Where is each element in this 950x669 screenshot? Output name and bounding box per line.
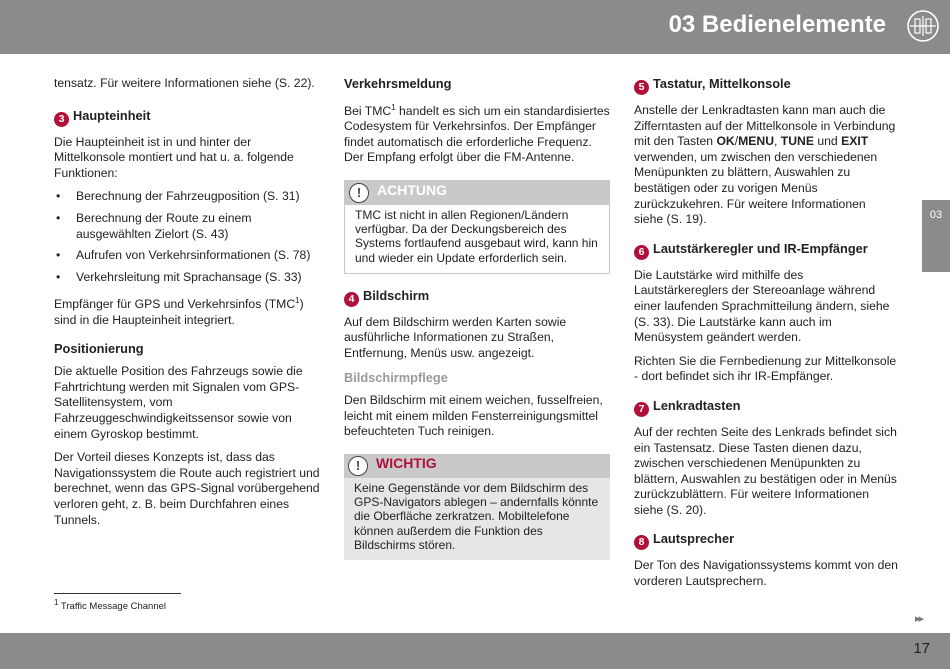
list-item: • Berechnung der Fahrzeugposition (S. 31) [54,189,320,205]
column-3 [634,76,898,598]
wichtig-header [344,454,610,478]
wichtig-text: Keine Gegenstände vor dem Bildschirm des GPS-Navigators ablegen – andernfalls könnte die Oberfläche zerkratzen. Mobiltelefone können außerdem die Funktion des Bildschirms stören. [354,481,599,552]
section-3-text: Die Haupteinheit ist in und hinter der Mittelkonsole montiert und hat u. a. folgende Funktionen: [54,134,294,180]
intro-text: tensatz. Für weitere Informationen siehe (S. 22). [54,76,315,90]
section-title: Bildschirm [363,287,430,303]
section-title: Lautsprecher [653,531,735,547]
chapter-controls-icon [906,9,940,43]
footnote-ref: 1 [391,102,396,112]
section-5-heading [634,76,898,95]
section-6-heading [634,241,898,260]
page-number: 17 [913,640,930,657]
section-title: Haupteinheit [73,107,151,123]
next-page-icon[interactable]: ▸▸ [915,613,923,625]
footnote: $^1$ Traffic Message Channel [54,598,167,613]
section-number-badge: 8 [634,535,649,550]
section-title: Lenkradtasten [653,397,741,413]
section-number-badge: 5 [634,80,649,95]
footer-bar [0,633,950,669]
wichtig-box [344,454,610,560]
section-number-badge: 4 [344,292,359,307]
section-8-text: Der Ton des Navigationssystems kommt von den vorderen Lautsprechern. [634,558,898,589]
key-menu: MENU [738,134,774,149]
wichtig-label: WICHTIG [376,455,437,471]
achtung-box [344,180,610,274]
list-item: • Berechnung der Route zu einem ausgewählten Zielort (S. 43) [54,211,320,242]
verkehrsmeldung-heading: Verkehrsmeldung [344,76,452,91]
section-number-badge: 3 [54,112,69,127]
footnote-divider [54,593,181,594]
function-list [54,189,320,285]
achtung-header [345,181,609,205]
header-bar [0,0,950,54]
list-item: • Aufrufen von Verkehrsinformationen (S. 78) [54,248,320,264]
bildschirmpflege-heading: Bildschirmpflege [344,369,448,385]
section-number-badge: 7 [634,402,649,417]
key-tune: TUNE [780,134,814,149]
column-2 [344,76,610,568]
section-7-text: Auf der rechten Seite des Lenkrads befindet sich ein Tastensatz. Diese Tasten dienen dazu, zwischen verschiedenen Menüpunkten zu blättern, Auswahlen zu bestätigen oder in Menüs zurückzublättern. Für weitere Informationen siehe (S. 20). [634,424,897,517]
bildschirmpflege-text: Den Bildschirm mit einem weichen, fusselfreien, leicht mit einem milden Fensterreinigungsmittel befeuchteten Tuch reinigen. [344,393,603,439]
section-7-heading [634,398,898,417]
positionierung-text-2: Der Vorteil dieses Konzepts ist, dass das Navigationssystem die Route auch registriert und berechnet, wenn das GPS-Signal vorübergehend verloren geht, z. B. beim Durchfahren eines Tunnels. [54,450,320,527]
verkehrsmeldung-text: Bei TMC$^1$ handelt es sich um ein standardisiertes Codesystem für Verkehrsinfos. Der Empfänger findet automatisch die erforderliche Frequenz. Der Empfang erfolgt über die FM-Antenne. [344,102,610,165]
positionierung-heading: Positionierung [54,340,144,356]
achtung-text: TMC ist nicht in allen Regionen/Ländern verfügbar. Da der Deckungsbereich des Systems fortlaufend ausgebaut wird, kann hin und wieder ein Update erforderlich sein. [355,208,598,265]
section-3-heading [54,108,320,127]
warning-icon: ! [348,456,368,476]
section-4-heading [344,288,610,307]
section-6-text-2: Richten Sie die Fernbedienung zur Mittelkonsole - dort befindet sich ihr IR-Empfänger. [634,353,897,384]
receiver-text: Empfänger für GPS und Verkehrsinfos (TMC$^1$) sind in die Haupteinheit integriert. [54,296,304,327]
section-title: Lautstärkeregler und IR-Empfänger [653,240,868,256]
section-4-text: Auf dem Bildschirm werden Karten sowie ausführliche Informationen zu Straßen, Entfernung, Menüs usw. angezeigt. [344,314,567,361]
side-tab-label: 03 [929,209,943,221]
chapter-title: 03 Bedienelemente [668,11,886,38]
section-title: Tastatur, Mittelkonsole [653,76,791,91]
positionierung-text-1: Die aktuelle Position des Fahrzeugs sowie die Fahrtrichtung werden mit Signalen vom GPS-Satellitensystem, vom Fahrzeuggeschwindigkeitssensor sowie von einem Gyroskop bestimmt. [54,364,303,441]
section-number-badge: 6 [634,245,649,260]
key-exit: EXIT [841,134,869,149]
key-ok: OK [716,134,735,149]
footnote-ref: 1 [295,296,300,306]
column-1 [54,76,320,536]
warning-icon: ! [349,183,369,203]
chapter-side-tab[interactable] [922,200,950,272]
section-6-text-1: Die Lautstärke wird mithilfe des Lautstärkereglers der Stereoanlage während einer laufenden Sprachmitteilung ändern, siehe (S. 33). Die Lautstärke kann auch im Menüsystem geändert werden. [634,267,890,345]
section-8-heading [634,531,898,550]
list-item: • Verkehrsleitung mit Sprachansage (S. 33) [54,270,320,286]
section-5-text: Anstelle der Lenkradtasten kann man auch die Zifferntasten auf der Mittelkonsole in Verbindung mit den Tasten OK/MENU, TUNE und EXIT verwenden, um zwischen den verschiedenen Menüpunkten zu blättern, Auswahlen zu bestätigen oder zu vorigen Menüs zurückzukehren. Für weitere Informationen siehe (S. 19). [634,103,896,227]
achtung-label: ACHTUNG [377,182,447,199]
